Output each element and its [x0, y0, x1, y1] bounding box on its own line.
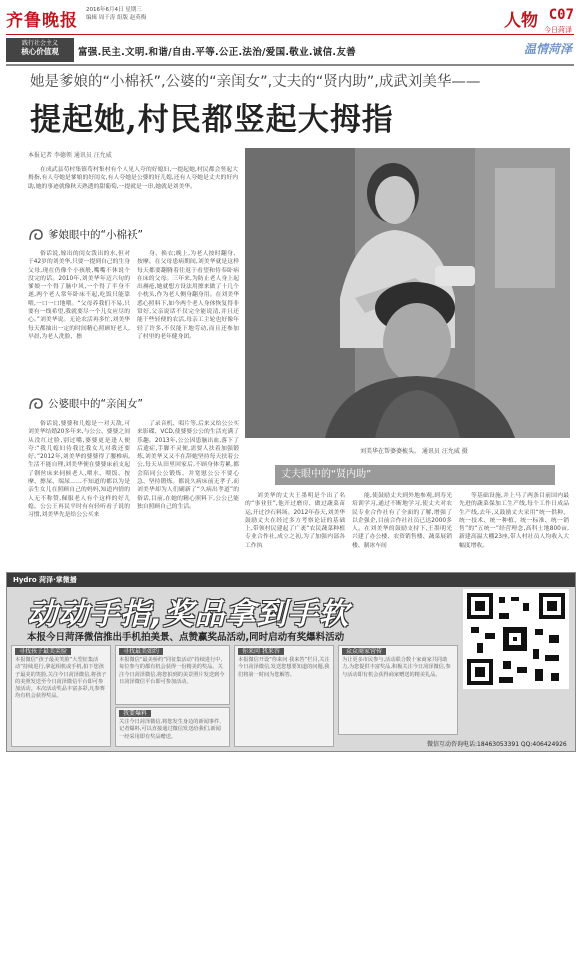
ad-box-scenery-text: 本报微信“最美桥约”同征集活动“持续进行中,每位参与的都有机会获得一份精美的奖品。关注今日菏泽微信,将您拍到的美景照片发送到今日菏泽微信平台即可参加活动。	[119, 657, 225, 685]
subhead-parents	[28, 227, 143, 242]
ad-box-qa	[234, 645, 334, 747]
section2-col1: 俗话说,婆婆和儿媳是一对天敌,可刘美华结婚20多年来,与公公、婆婆之间从没红过脸,别过嘴,婆婆更是逢人便夸:“我儿媳妇待我比我女儿对我还要好。”2012年,刘美华的婆婆得了腰椎病,生活不能自理,刘美华便在婆婆床前支起了钢丝床来伺候老人,喂水、喂饭、按摩、擦屎、端尿……不知道的都以为是亲生女儿在照顾自己的妈妈,知道内情的人无不称赞,佩服老人有个这样的好儿媳。公公王再民平时有有轻听看子说的习惯,刘美华先是给公公买来	[28, 421, 130, 519]
subhead-parents-text: 爹娘眼中的“小棉袄”	[48, 229, 143, 241]
subhead-in-laws	[28, 396, 143, 411]
ad-box-qa-text: 本报微信开设“你来问 我来答”栏目,关注今日菏泽微信,发送您想要知道的问题,我们将第一时间为您解答。	[238, 657, 330, 678]
qr-code[interactable]	[463, 589, 569, 689]
article-lead: 在成武县苟村集镇苟村集村有个人见人夸的好媳妇,一提起她,村民都会竖起大拇指,有人夸她是爹娘的好闺女,有人夸她是公婆的好儿媳,还有人夸她是丈夫的好内助,她的事迹就像秋天熟透的甜葡萄,一提就是一串,她就是刘美华。	[28, 167, 238, 190]
ad-box-qa-title: 你来问 我来答	[238, 648, 284, 655]
ad-box-merchants-text: 为让更多市民参与,活动联合数十家商家共同助力,为您提供丰富奖品,积极关注今日菏泽微信,参与活动即有机会获得商家赠送的精美礼品。	[342, 657, 451, 678]
wechat-promo-ad	[6, 572, 576, 752]
ad-box-merchants-title: 众众商家营传	[342, 648, 386, 655]
ad-box-smile	[11, 645, 111, 747]
ad-box-scenery-title: 寻找最美如约	[119, 648, 163, 655]
ad-box-scenery	[115, 645, 230, 705]
ad-footer-contact: 微信互动咨询电话:18463053391 QQ:406424926	[427, 741, 567, 748]
ad-top-bar	[7, 573, 575, 587]
section1-col2: 身、换衣;晚上,为老人按时翻身、按摩。在父母患病期间,刘美华就是这样每天都要翻腾着往返于看望和侍奉卧病在床的父母。三年来,为防止老人身上起出褥疮,她就想方设法用擦来做了十几个小枕头,作为老人侧身翻身用。在刘美华悉心照料下,如今两个老人身体恢复得非常好,父亲说话不仅完全能说清,并且还能干些轻便的农活,母亲工主轮也好像年轻了许多,不仅能下地劳动,而且还参加了村里的老年健身团。	[137, 251, 239, 340]
issue-date: 2016年6月4日 星期三	[86, 7, 142, 13]
section1-col1: 俗话说,嫁出的闺女泼出的水,但对于42岁的刘美华,只要一提到自己的生身父母,现在仍像个小孩般,嘴嘴不休说个没完的话。2010年,刘美华年迈六旬的爹娘一个得了脑中风,一个得了半身不遂,两个老人常年卧床不起,吃饭只能靠喂,一口一口地喂。“父母养我们不易,只要有一线希望,我就要尽一个儿女应尽的心。”刘美华说。无论农活再多忙,刘美华每天都抽出一定的时间精心照顾好老人,早晨,为老人洗脸、擦	[28, 251, 130, 340]
core-values-text: 富强.民主.文明.和谐/自由.平等.公正.法治/爱国.敬业.诚信.友善	[78, 47, 356, 58]
issue-meta	[86, 6, 176, 22]
section3-col3: 等基础设施,并上马了两条目前国内最先进的蔬菜保加工生产线,每个工作日成品生产线,去年,又鼓励丈夫采用“统一供种、统一技术、统一种植、统一标准、统一销售”的“五统一”经营理念,高科土地800亩,新建高温大棚23座,带人村社员人均收入大幅度增收。	[459, 493, 569, 549]
ad-box-merchants	[338, 645, 458, 735]
values-badge-big: 核心价值观	[21, 47, 59, 56]
article-headline: 提起她,村民都竖起大拇指	[30, 102, 394, 138]
banner-rule	[6, 64, 574, 66]
ad-box-smile-title: 寻找孩子最美笑脸	[15, 648, 71, 655]
newspaper-logo: 齐鲁晚报	[6, 11, 78, 31]
issue-editors: 编辑 周千涛 组版 赵英梅	[86, 15, 147, 21]
ad-box-tipoff-text: 关注今日菏泽微信,将您发生身边的新闻事件、记者爆料,可以直接通过微信发送给我们,新闻一经采用即有奖品赠送。	[119, 719, 225, 740]
page-number: C07	[548, 7, 574, 23]
section3-col1: 刘美华的丈夫王墨明是个出了名的“事业狂”,他开过磨房、做过蔬菜苗运,开过沙石料场。2012年春天,刘美华鼓励丈夫在经过多方考察论证的基础上,带领村民建起了广袤“农民蔬菜种植专业合作社,成立之初,为了加强内部各工作执	[245, 493, 345, 549]
photo-illustration	[245, 148, 570, 438]
swirl-icon	[28, 228, 44, 242]
ad-box-tipoff-title: 我要爆料	[119, 710, 151, 717]
values-badge	[6, 38, 74, 62]
values-badge-small: 践行社会主义	[21, 40, 58, 47]
ad-title: 动动手指,奖品拿到手软	[27, 597, 350, 632]
section2-col2: 了录音机、唱片等,后来又给公公买来影碟、VCD,使婆婆公公的生活充满了乐趣。2013年,公公因患脑出血,落下了后遗症,手脚不灵便,需要人扶着加强锻炼,刘美华又又不在辞她坚持每天扶着公公,每天从田里回家后,不顾身体劳累,都会陪同公公锻炼、并宽慰公公不要心急、坚持锻炼。都说久病床前无孝子,而刘美华却为人们刷新了“久病出孝道”的俗话,目前,在她的精心照料下,公公已能独自照顾自己的生活。	[137, 421, 239, 510]
article-kicker: 她是爹娘的“小棉袄”,公婆的“亲闺女”,丈夫的“贤内助”,成武刘美华——	[30, 74, 481, 90]
warm-heze-title: 温情菏泽	[523, 42, 572, 56]
ad-box-smile-text: 本报微信“孩子最美笑脸”大型征集活动“持续进行,拿起相机或手机,拍下您孩子最美的笑脸,关注今日菏泽微信,将孩子的美照发送至今日菏泽微信平台即可参加活动。本次活动奖品丰富多彩,凡参赛均有机会获得奖品。	[15, 657, 107, 700]
ad-brand: Hydro 菏泽·掌微播	[13, 576, 77, 584]
article-photo	[245, 148, 570, 438]
section-title: 人物	[504, 11, 538, 31]
ad-subtitle: 本报今日菏泽微信推出手机拍美景、点赞赢奖品活动,同时启动有奖爆料活动	[27, 632, 345, 643]
swirl-icon	[28, 397, 44, 411]
ad-box-tipoff	[115, 707, 230, 747]
section3-col2: 能,使鼓励丈夫到外地参观,到寿光培训学习,通过不断地学习,使丈夫对农民专业合作社有了全面的了解,增强了以企强企,目前合作社社员已达2000多人。在刘美华的鼓励支持下,王墨明光兴建了办公楼、农资销售楼、蔬菜展销楼、制冰车间	[352, 493, 452, 549]
masthead-rule	[6, 34, 574, 35]
qr-code-icon	[463, 589, 569, 689]
photo-caption: 刘美华在帮婆婆梳头。 通讯员 汪允威 摄	[360, 448, 468, 455]
subhead-in-laws-text: 公婆眼中的“亲闺女”	[48, 398, 143, 410]
article-byline: 本报记者 李德领 通讯员 汪允威	[28, 152, 112, 159]
subhead-husband-text: 丈夫眼中的“贤内助”	[281, 469, 372, 480]
subhead-husband	[275, 465, 555, 485]
edition-name: 今日菏泽	[544, 26, 572, 34]
